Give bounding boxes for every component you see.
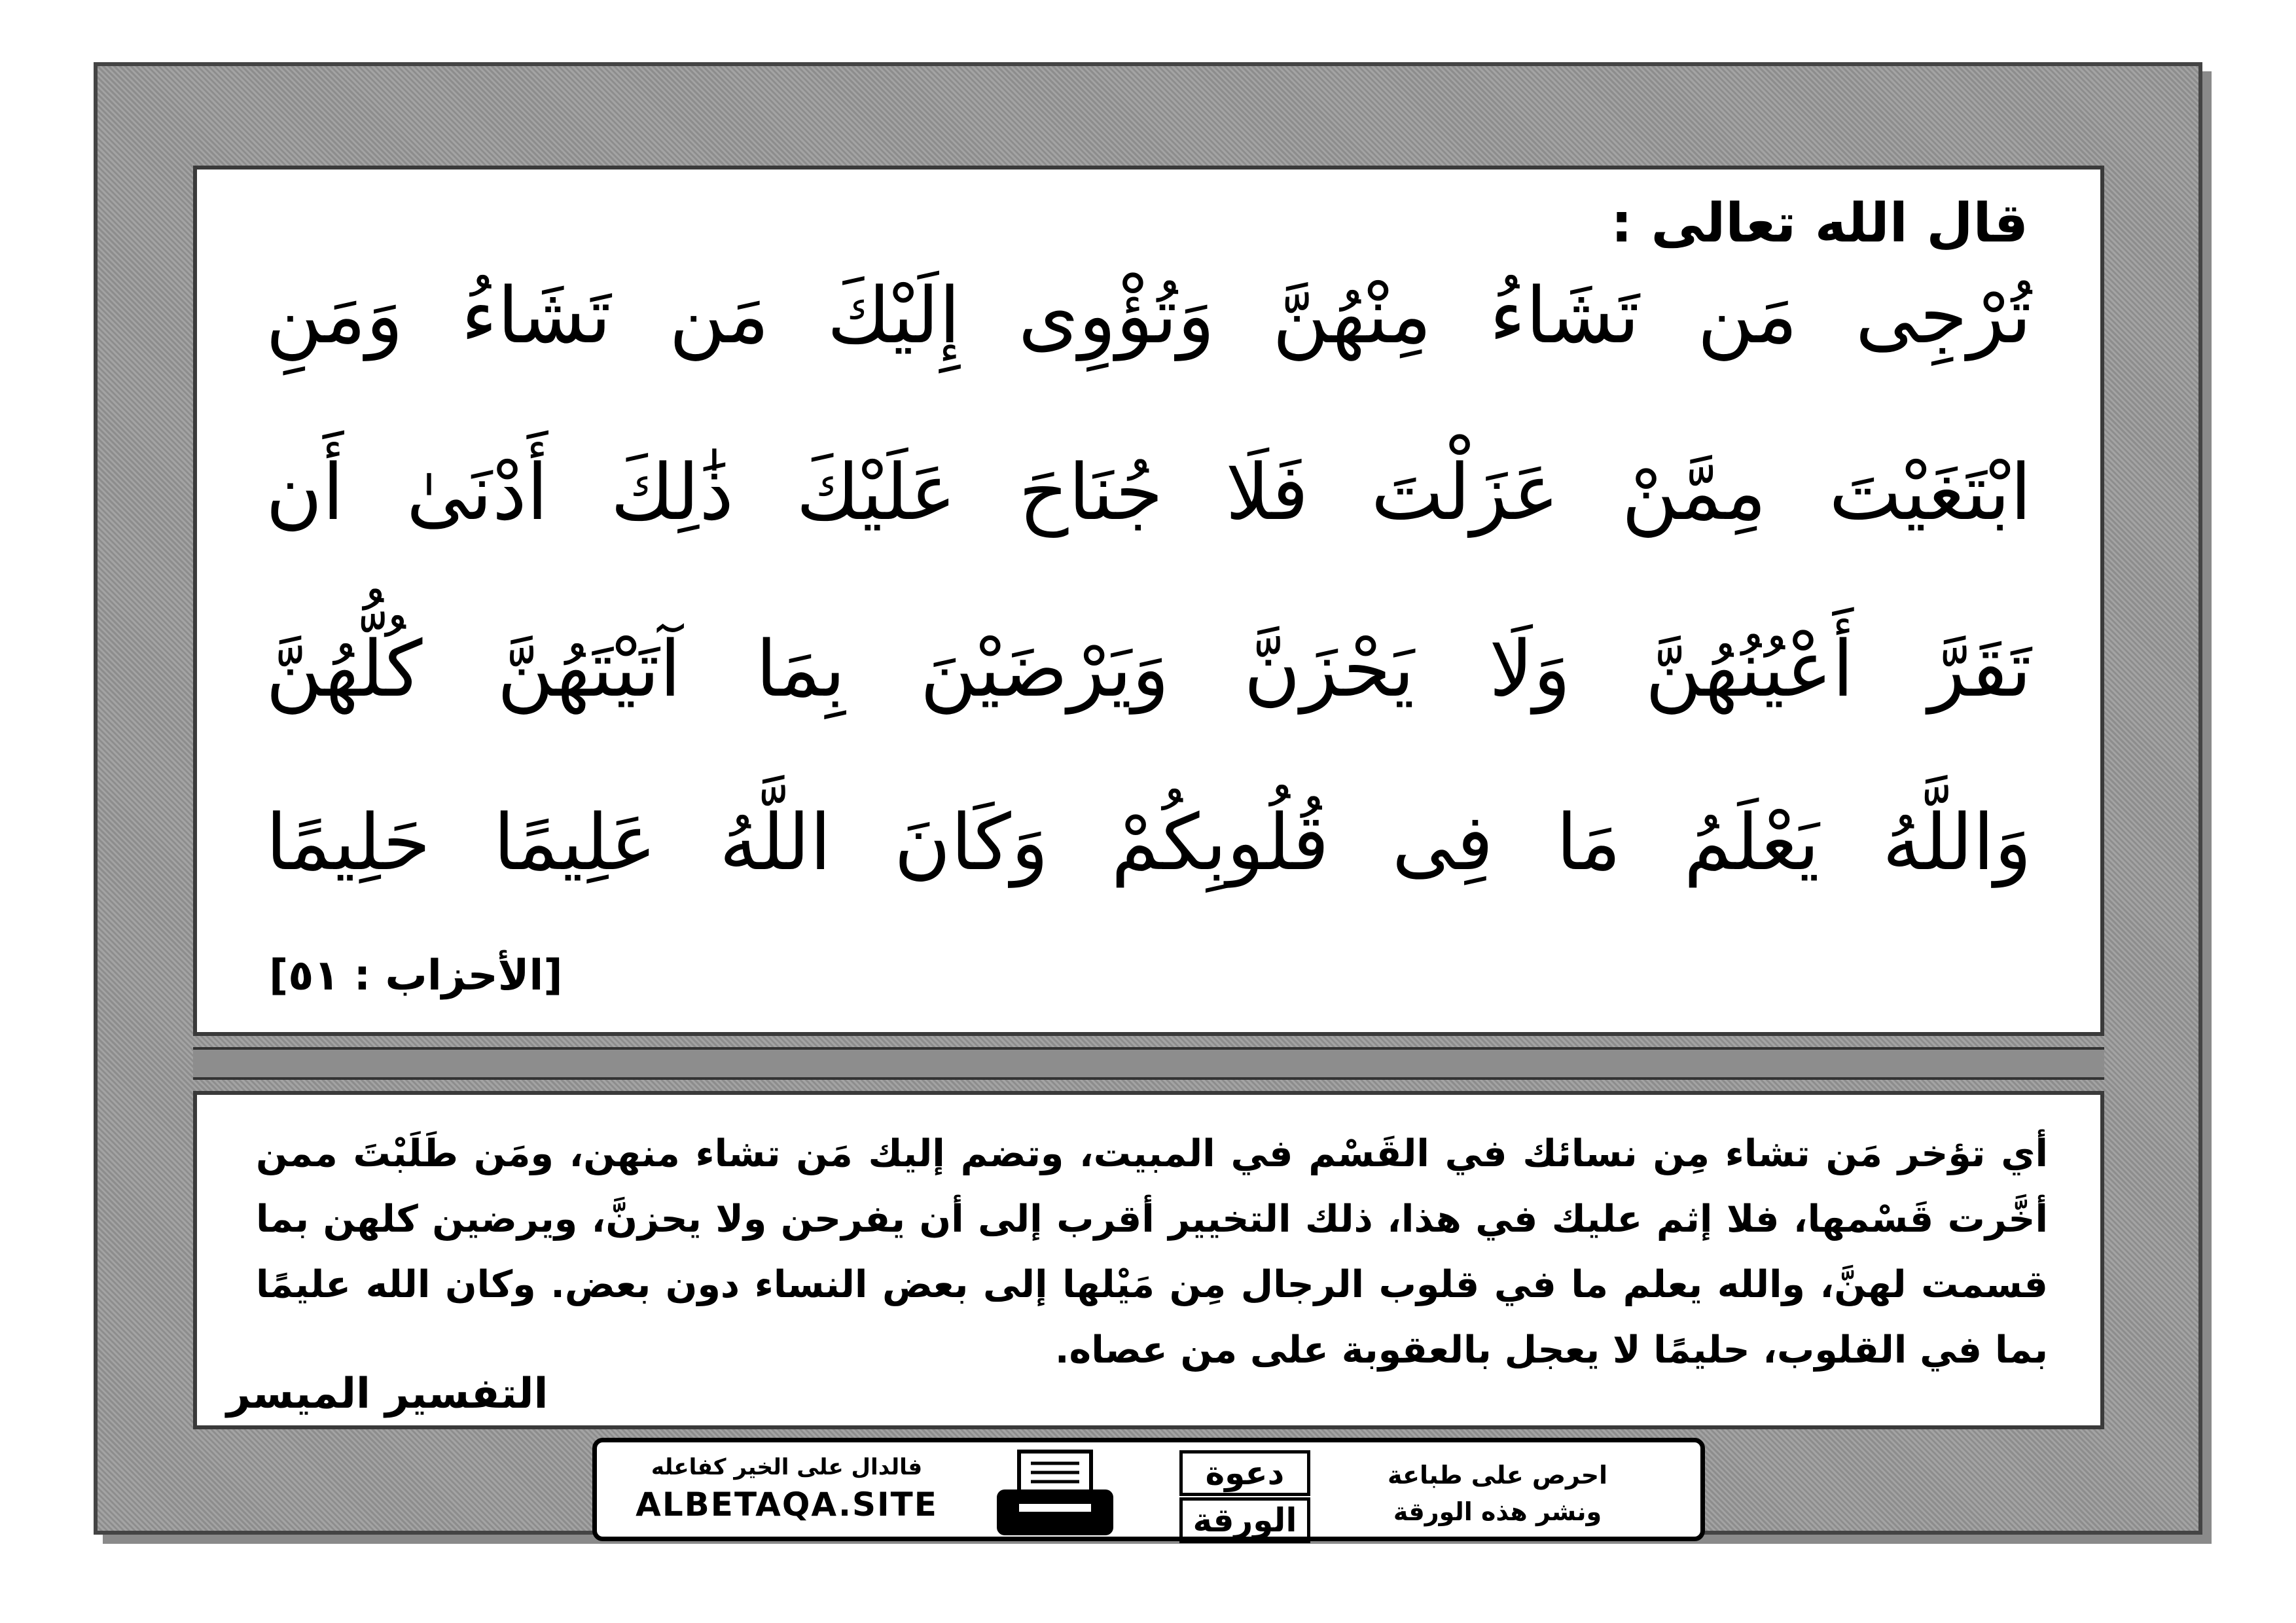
verse-panel bbox=[193, 166, 2104, 1036]
tafsir-source: التفسير الميسر bbox=[226, 1370, 548, 1418]
footer-site-url[interactable]: ALBETAQA.SITE bbox=[636, 1486, 938, 1524]
verse-line-4: وَاللَّهُ يَعْلَمُ مَا فِى قُلُوبِكُمْ وَكَانَ اللَّهُ عَلِيمًا حَلِيمًا bbox=[266, 797, 2032, 887]
footer-tagline: فالدال على الخير كفاعله bbox=[651, 1454, 923, 1480]
intro-heading: قال الله تعالى : bbox=[1611, 192, 2028, 255]
footer-site-block bbox=[623, 1454, 950, 1524]
verse-reference: [الأحزاب : ٥١] bbox=[269, 952, 563, 1000]
footer-note bbox=[1354, 1457, 1641, 1530]
tafsir-text: أي تؤخر مَن تشاء مِن نسائك في القَسْم في المبيت، وتضم إليك مَن تشاء منهن، ومَن طَلَبْتَ ممن أخَّرت قَسْمها، فلا إثم عليك في هذا، ذلك التخيير أقرب إلى أن يفرحن ولا يحزنَّ، ويرضين كلهن بما قسمت لهنَّ، والله يعلم ما في قلوب الرجال مِن مَيْلها إلى بعض النساء دون بعض. وكان الله عليمًا بما في القلوب، حليمًا لا يعجل بالعقوبة على من عصاه. bbox=[256, 1132, 2048, 1372]
verse-line-2: ابْتَغَيْتَ مِمَّنْ عَزَلْتَ فَلَا جُنَاحَ عَلَيْكَ ذَٰلِكَ أَدْنَىٰ أَن bbox=[266, 447, 2032, 537]
verse-line-1: تُرْجِى مَن تَشَاءُ مِنْهُنَّ وَتُؤْوِى إِلَيْكَ مَن تَشَاءُ وَمَنِ bbox=[266, 270, 2032, 361]
printer-icon bbox=[993, 1449, 1117, 1539]
logo-mark bbox=[1173, 1449, 1317, 1539]
tafsir-panel bbox=[193, 1091, 2104, 1429]
footer-note-line-1: احرص على طباعة bbox=[1387, 1461, 1608, 1489]
footer-banner bbox=[592, 1438, 1705, 1541]
logo-word-2: الورقة bbox=[1179, 1497, 1310, 1543]
logo-word-1: دعوة bbox=[1179, 1450, 1310, 1496]
verse-line-3: تَقَرَّ أَعْيُنُهُنَّ وَلَا يَحْزَنَّ وَيَرْضَيْنَ بِمَا آتَيْتَهُنَّ كُلُّهُنَّ bbox=[266, 624, 2032, 714]
footer-note-line-2: ونشر هذه الورقة bbox=[1393, 1497, 1602, 1526]
divider-band bbox=[193, 1047, 2104, 1080]
